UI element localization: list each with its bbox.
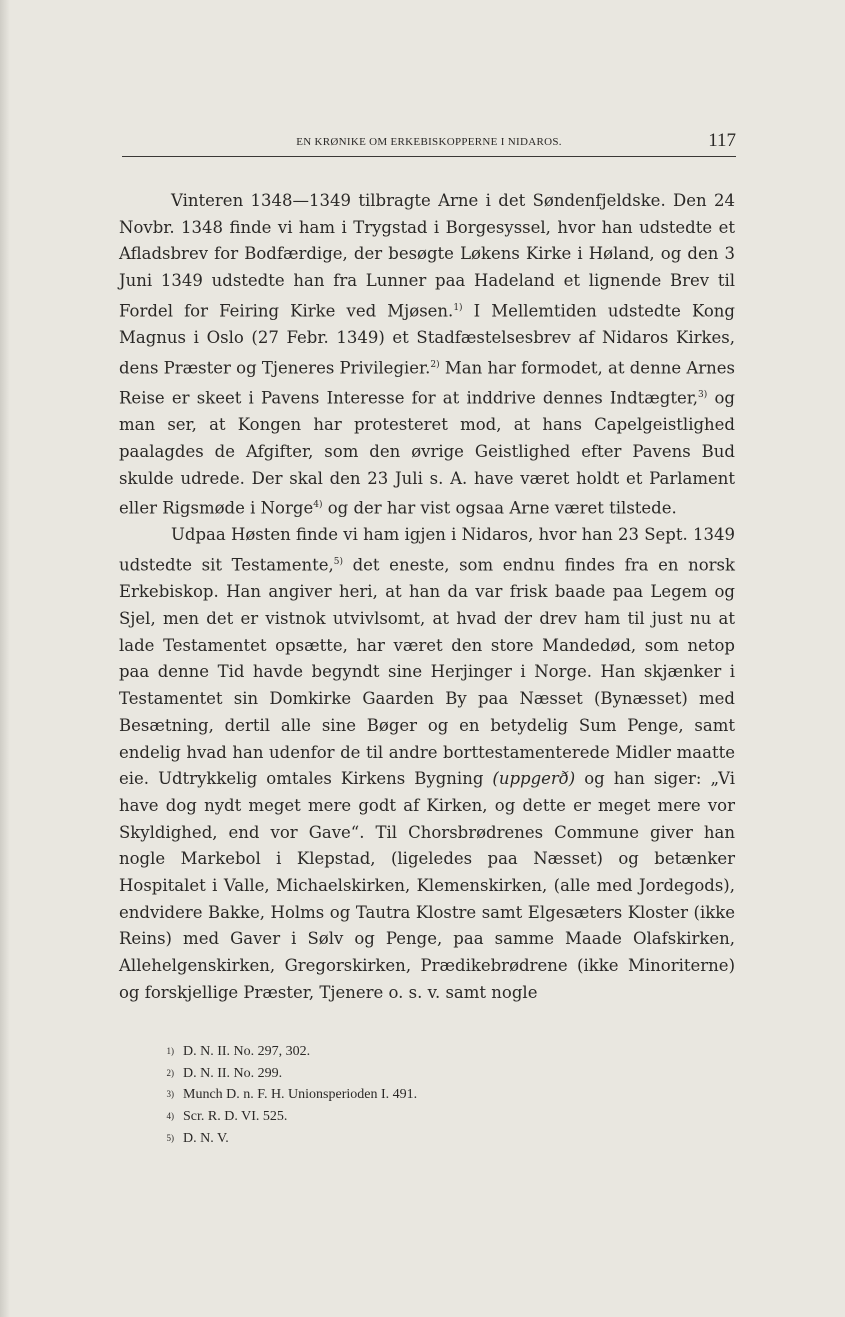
- text-run: og man ser, at Kongen har protesteret mod, at hans Capelgeistlighed paalagdes de Afgifter, som den øvrige Geistlighed efter Pavens Bud skulde udrede. Der skal den 23 Juli s. A. have været holdt et Parlament eller Rigsmøde i Norge: [119, 388, 735, 518]
- text-run: Vinteren 1348—1349 tilbragte Arne i det Søndenfjeldske. Den 24 Novbr. 1348 finde vi ham i Trygstad i Borgesyssel, hvor han udstedte et Afladsbrev for Bodfærdige, der besøgte Løkens Kirke i Høland, og den 3 Juni 1349 udstedte han fra Lunner paa Hadeland et lignende Brev til Fordel for Feiring Kirke ved Mjøsen.: [119, 191, 735, 321]
- footnote: [162, 1130, 417, 1152]
- footnote-mark-label: 5): [166, 1132, 174, 1143]
- footnote-ref: 5): [333, 557, 343, 568]
- footnote: [162, 1086, 417, 1108]
- page-edge: [0, 0, 10, 1317]
- footnote-ref: 2): [430, 359, 440, 370]
- footnote-mark-label: 3): [166, 1089, 174, 1100]
- footnote: [162, 1043, 417, 1065]
- text-run: I Mellemtiden udstedte Kong Magnus i Oslo (27 Febr. 1349) et Stadfæstelsesbrev af Nidaros Kirkes, dens Præster og Tjeneres Privilegier.: [119, 301, 735, 378]
- footnote-text: D. N. II. No. 299.: [183, 1065, 283, 1081]
- italic-term: (uppgerð): [492, 769, 576, 789]
- text-run: og han siger: „Vi have dog nydt meget mere godt af Kirken, og dette er meget mere vor Skyldighed, end vor Gave“. Til Chorsbrødrenes Commune giver han nogle Markebol i Klepstad, (ligeledes paa Næsset) og betænker Hospitalet i Valle, Michaelskirken, Klemenskirken, (alle med Jordegods), endvidere Bakke, Holms og Tautra Klostre samt Elgesæters Kloster (ikke Reins) med Gaver i Sølv og Penge, paa samme Maade Olafskirken, Allehelgenskirken, Gregorskirken, Prædikebrødrene (ikke Minoriterne) og forskjellige Præster, Tjenere o. s. v. samt nogle: [119, 769, 735, 1002]
- text-run: og der har vist ogsaa Arne været tilstede.: [322, 498, 677, 518]
- text-run: Udpaa Høsten finde vi ham igjen i Nidaros, hvor han 23 Sept. 1349 udstedte sit Testamente,: [119, 525, 735, 575]
- footnote-mark: [162, 1065, 174, 1087]
- footnote-mark: [162, 1043, 174, 1065]
- text-run: det eneste, som endnu findes fra en norsk Erkebiskop. Han angiver heri, at han da var frisk baade paa Legem og Sjel, men det er vistnok utvivlsomt, at hvad der drev ham til just nu at lade Testamentet opsætte, har været den store Mandedød, som netop paa denne Tid havde begyndt sine Herjinger i Norge. Han skjænker i Testamentet sin Domkirke Gaarden By paa Næsset (Bynæsset) med Besætning, dertil alle sine Bøger og en betydelig Sum Penge, samt endelig hvad han udenfor de til andre borttestamenterede Midler maatte eie. Udtrykkelig omtales Kirkens Bygning: [119, 555, 735, 789]
- footnote-text: Scr. R. D. VI. 525.: [183, 1108, 288, 1124]
- footnote-mark: [162, 1130, 174, 1152]
- text-run: Man har formodet, at denne Arnes Reise er skeet i Pavens Interesse for at inddrive dennes Indtægter,: [119, 358, 735, 408]
- footnote-text: D. N. II. No. 297, 302.: [183, 1044, 311, 1059]
- page-header: [122, 126, 736, 157]
- footnote-mark: [162, 1086, 174, 1108]
- footnote: [162, 1108, 417, 1130]
- running-title: EN KRØNIKE OM ERKEBISKOPPERNE I NIDAROS.: [296, 136, 562, 148]
- page-number: 117: [708, 130, 736, 151]
- footnote-mark-label: 2): [166, 1067, 174, 1078]
- footnote: [162, 1065, 417, 1087]
- footnote-text: D. N. V.: [183, 1130, 229, 1146]
- footnote-ref: 1): [453, 302, 463, 313]
- footnote-text: Munch D. n. F. H. Unionsperioden I. 491.: [183, 1087, 418, 1103]
- footnote-ref: 4): [313, 500, 323, 511]
- body-text: [119, 188, 735, 1007]
- footnote-ref: 3): [698, 389, 708, 400]
- footnote-mark: [162, 1108, 174, 1130]
- paragraph: [119, 188, 735, 522]
- footnotes: [162, 1043, 417, 1151]
- paragraph: [119, 522, 735, 1006]
- footnote-mark-label: 4): [166, 1110, 174, 1121]
- footnote-mark-label: 1): [166, 1046, 174, 1056]
